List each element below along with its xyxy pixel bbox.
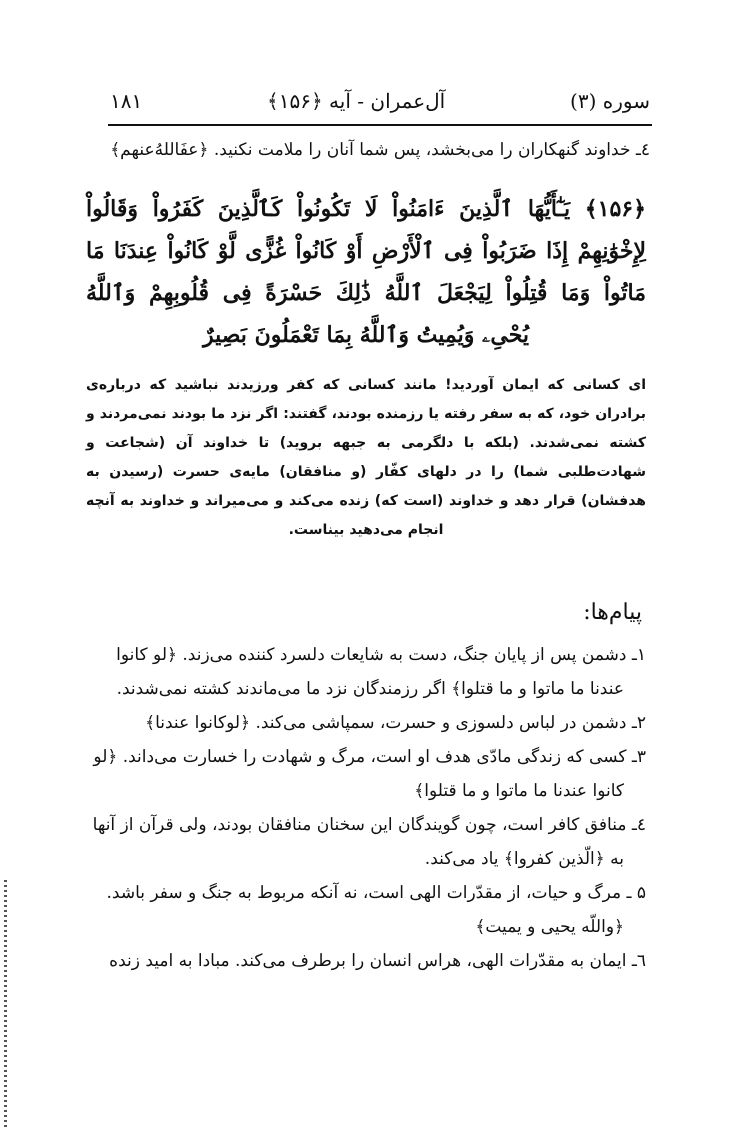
message-text: ٣ـ کسی که زندگی مادّی هدف او است، مرگ و شهادت را خسارت می‌داند. ﴿لو — [93, 747, 646, 767]
message-item — [46, 638, 646, 706]
page-number: ۱۸۱ — [110, 89, 143, 113]
message-text: ١ـ دشمن پس از پایان جنگ، دست به شایعات دلسرد کننده می‌زند. ﴿لو کانوا — [116, 645, 646, 665]
page-title: آل‌عمران - آیه ﴿۱۵۶﴾ — [267, 89, 446, 113]
message-continuation: ﴿واللّه یحیی و یمیت﴾ — [475, 917, 624, 937]
message-item — [46, 740, 646, 808]
page-header — [110, 86, 650, 116]
surah-label: سوره (۳) — [570, 89, 650, 113]
message-continuation: عندنا ما ماتوا و ما قتلوا﴾ اگر رزمندگان نزد ما می‌ماندند کشته نمی‌شدند. — [116, 679, 624, 699]
message-continuation: به ﴿الّذین کفروا﴾ یاد می‌کند. — [424, 849, 624, 869]
quran-verse: ﴿۱۵۶﴾ يَـٰٓأَيُّهَا ٱلَّذِينَ ءَامَنُواْ لَا تَكُونُواْ كَٱلَّذِينَ كَفَرُواْ وَقَالُواْ لِإِخْوَٰنِهِمْ إِذَا ضَرَبُواْ فِى ٱلْأَرْضِ أَوْ كَانُواْ غُزًّى لَّوْ كَانُواْ عِندَنَا مَا مَاتُواْ وَمَا قُتِلُواْ لِيَجْعَلَ ٱللَّهُ ذَٰلِكَ حَسْرَةً فِى قُلُوبِهِمْ وَٱللَّهُ يُحْىِۦ وَيُمِيتُ وَٱللَّهُ بِمَا تَعْمَلُونَ بَصِيرٌ — [86, 196, 646, 348]
messages-heading: پیام‌ها: — [583, 600, 642, 625]
message-item — [46, 808, 646, 876]
verse-translation: ای کسانی که ایمان آوردید! مانند کسانی که کفر ورزیدند نباشید که درباره‌ی برادران خود، که به سفر رفته یا رزمنده بودند، گفتند: اگر نزد ما بودند نمی‌مردند و کشته نمی‌شدند. (بلکه با دلگرمی به جبهه بروید) تا خداوند آن (شجاعت و شهادت‌طلبی شما) را در دلهای کفّار (و منافقان) مایه‌ی حسرت (رسیدن به هدفشان) قرار دهد و خداوند (است که) زنده می‌کند و می‌میراند و خداوند به آنچه انجام می‌دهید بیناست. — [86, 377, 646, 538]
messages-list — [46, 638, 646, 978]
message-item — [46, 706, 646, 740]
message-text: ۵ ـ مرگ و حیات، از مقدّرات الهی است، نه آنکه مربوط به جنگ و سفر باشد. — [106, 883, 646, 903]
message-text: ٦ـ ایمان به مقدّرات الهی، هراس انسان را برطرف می‌کند. مبادا به امید زنده — [109, 951, 646, 971]
intro-line: ٤ـ خداوند گنهکاران را می‌بخشد، پس شما آنان را ملامت نکنید. ﴿عفَاللهُ‌عنهم﴾ — [110, 140, 650, 160]
message-text: ٤ـ منافق کافر است، چون گویندگان این سخنان منافقان بودند، ولی قرآن از آنها — [92, 815, 646, 835]
header-divider — [108, 124, 652, 126]
message-text: ٢ـ دشمن در لباس دلسوزی و حسرت، سمپاشی می‌کند. ﴿لوکانوا عندنا﴾ — [145, 713, 646, 733]
scan-margin-dots — [4, 880, 7, 1128]
message-item — [46, 876, 646, 944]
message-item — [46, 944, 646, 978]
message-continuation: کانوا عندنا ما ماتوا و ما قتلوا﴾ — [414, 781, 624, 801]
